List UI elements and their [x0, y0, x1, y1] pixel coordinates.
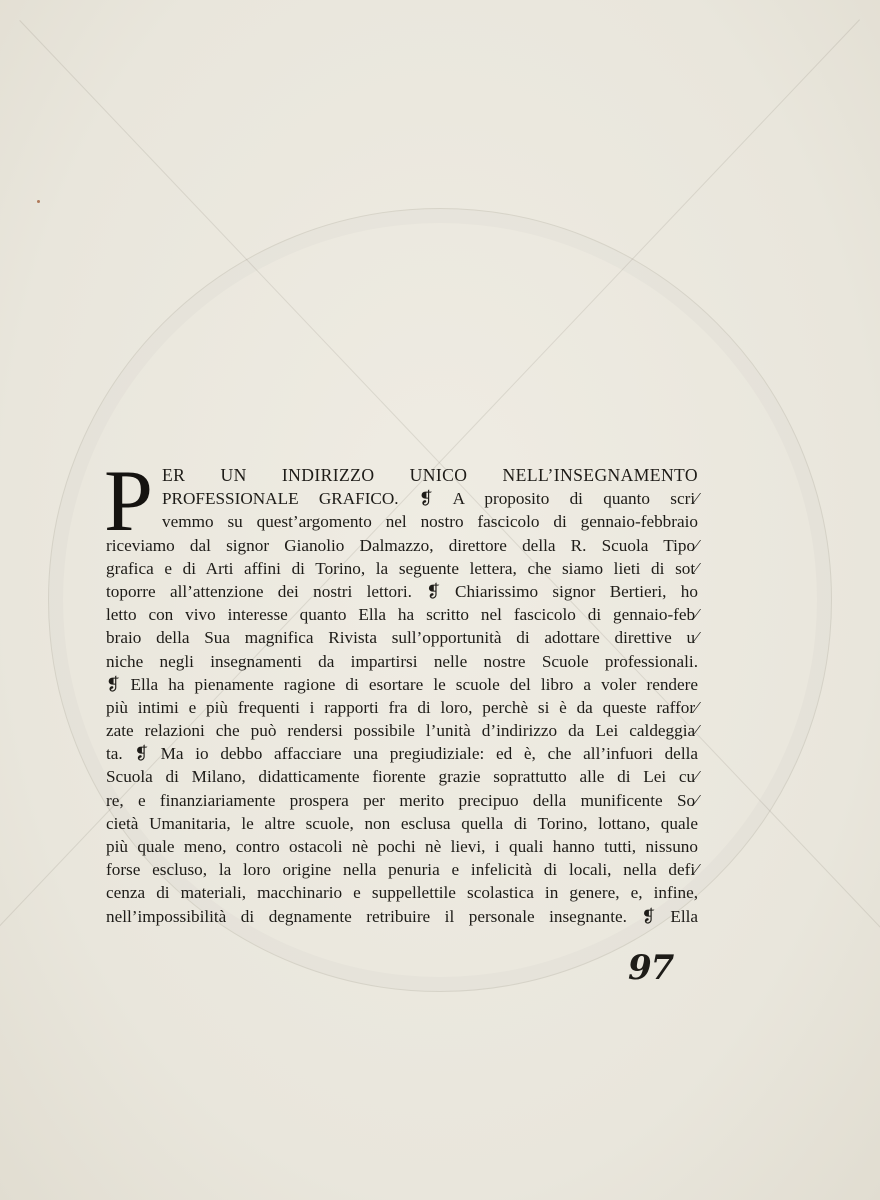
text-line: ta. ❡ Ma io debbo affacciare una pregiudiziale: ed è, che all’infuori della	[106, 744, 698, 764]
text-line: grafica e di Arti affini di Torino, la seguente lettera, che siamo lieti di sot⁄	[106, 558, 698, 578]
text-line: forse escluso, la loro origine nella penuria e infelicità di locali, nella defi⁄	[106, 860, 698, 880]
paper-speck	[37, 200, 40, 203]
text-line: riceviamo dal signor Gianolio Dalmazzo, direttore della R. Scuola Tipo⁄	[106, 535, 698, 555]
text-line: braio della Sua magnifica Rivista sull’opportunità di adottare direttive u⁄	[106, 628, 698, 648]
text-line: letto con vivo interesse quanto Ella ha scritto nel fascicolo di gennaio-feb⁄	[106, 605, 698, 625]
text-line: re, e finanziariamente prospera per merito precipuo della munificente So⁄	[106, 790, 698, 810]
text-line: zate relazioni che può rendersi possibile l’unità d’indirizzo da Lei caldeggia⁄	[106, 721, 698, 741]
page-number: 97	[628, 948, 674, 988]
text-line: Scuola di Milano, didatticamente fiorente grazie soprattutto alle di Lei cu⁄	[106, 767, 698, 787]
text-line: più quale meno, contro ostacoli nè pochi nè lievi, i quali hanno tutti, nissuno	[106, 837, 698, 856]
text-line: ER UN INDIRIZZO UNICO NELL’INSEGNAMENTO	[162, 465, 698, 485]
text-line: nell’impossibilità di degnamente retribuire il personale insegnante. ❡ Ella	[106, 906, 698, 926]
text-line: cenza di materiali, macchinario e suppellettile scolastica in genere, e, infine,	[106, 883, 698, 903]
drop-cap: P	[104, 453, 153, 550]
text-line: vemmo su quest’argomento nel nostro fascicolo di gennaio-febbraio	[162, 512, 698, 532]
text-line: toporre all’attenzione dei nostri lettori. ❡ Chiarissimo signor Bertieri, ho	[106, 581, 698, 601]
article-text	[104, 453, 698, 928]
text-line: niche negli insegnamenti da impartirsi nelle nostre Scuole professionali.	[106, 651, 698, 671]
text-line: più intimi e più frequenti i rapporti fra di loro, perchè si è da queste raffor⁄	[106, 697, 698, 717]
text-line: PROFESSIONALE GRAFICO. ❡ A proposito di quanto scri⁄	[162, 489, 698, 509]
text-line: cietà Umanitaria, le altre scuole, non esclusa quella di Torino, lottano, quale	[106, 813, 698, 833]
text-line: ❡ Ella ha pienamente ragione di esortare le scuole del libro a voler rendere	[106, 674, 698, 694]
